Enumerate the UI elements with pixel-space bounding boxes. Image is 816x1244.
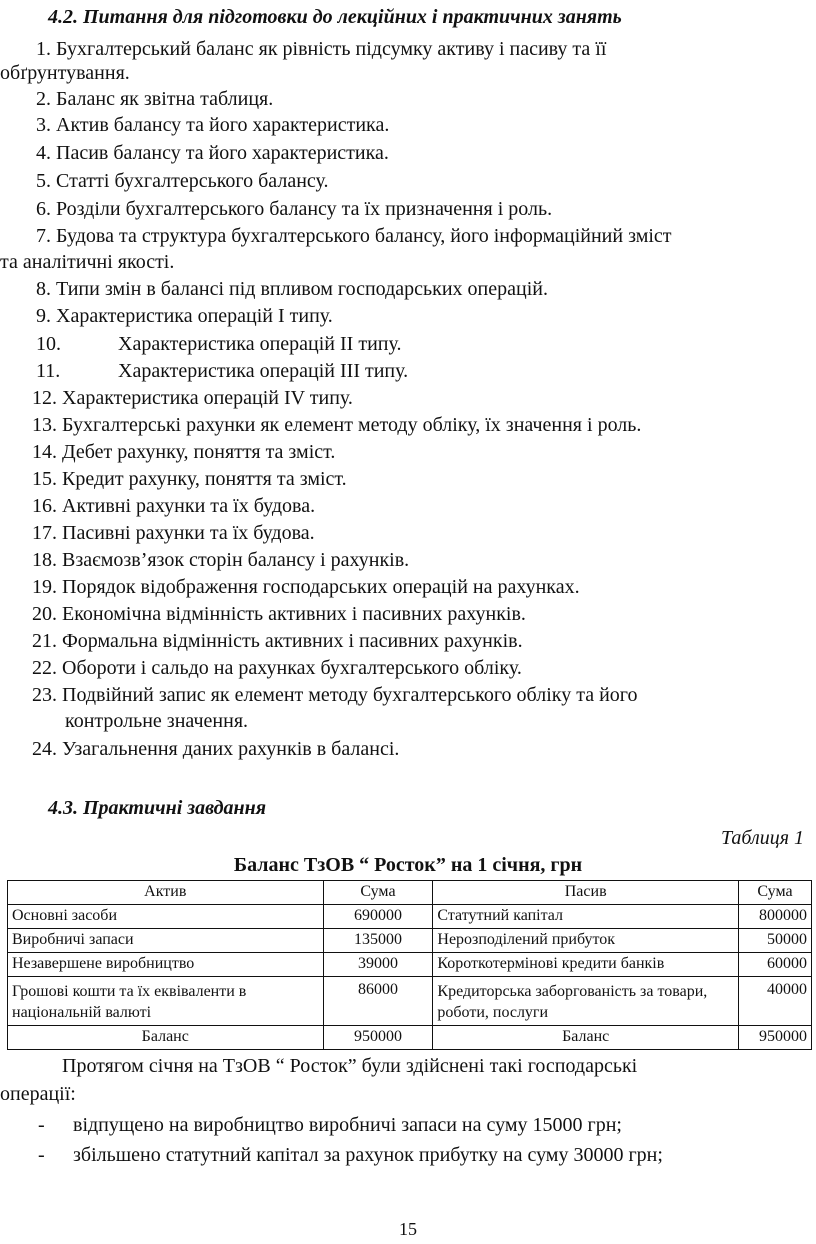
paragraph-line-1: Протягом січня на ТзОВ “ Росток” були здійснені такі господарські bbox=[62, 1055, 638, 1077]
asset-sum-cell: 135000 bbox=[323, 929, 433, 953]
question-24: 24. Узагальнення даних рахунків в балансі. bbox=[32, 738, 400, 760]
page-number: 15 bbox=[399, 1219, 417, 1239]
table-total-row bbox=[8, 1026, 812, 1050]
asset-cell: Грошові кошти та їх еквіваленти в національній валюті bbox=[8, 977, 324, 1026]
question-4: 4. Пасив балансу та його характеристика. bbox=[36, 142, 389, 164]
asset-cell: Виробничі запаси bbox=[8, 929, 324, 953]
table-row bbox=[8, 953, 812, 977]
question-23: 23. Подвійний запис як елемент методу бухгалтерського обліку та його bbox=[32, 684, 638, 706]
balance-table bbox=[7, 880, 812, 1050]
question-9: 9. Характеристика операцій І типу. bbox=[36, 305, 333, 327]
question-14: 14. Дебет рахунку, поняття та зміст. bbox=[32, 441, 336, 463]
liability-sum-cell: 60000 bbox=[739, 953, 812, 977]
question-7: 7. Будова та структура бухгалтерського балансу, його інформаційний зміст bbox=[36, 225, 672, 247]
question-18: 18. Взаємозв’язок сторін балансу і рахунків. bbox=[32, 549, 410, 571]
question-8: 8. Типи змін в балансі під впливом господарських операцій. bbox=[36, 278, 548, 300]
question-1-cont: обґрунтування. bbox=[0, 62, 130, 84]
bullet-2: збільшено статутний капітал за рахунок прибутку на суму 30000 грн; bbox=[73, 1144, 663, 1166]
bullet-dash: - bbox=[38, 1114, 45, 1136]
paragraph-line-2: операції: bbox=[0, 1083, 76, 1105]
question-3: 3. Актив балансу та його характеристика. bbox=[36, 114, 390, 136]
liability-cell: Кредиторська заборгованість за товари, роботи, послуги bbox=[433, 977, 739, 1026]
header-sum-liability: Сума bbox=[739, 881, 812, 905]
question-16: 16. Активні рахунки та їх будова. bbox=[32, 495, 316, 517]
question-17: 17. Пасивні рахунки та їх будова. bbox=[32, 522, 315, 544]
total-label-asset: Баланс bbox=[8, 1026, 324, 1050]
question-11-number: 11. bbox=[36, 360, 61, 382]
table-row bbox=[8, 977, 812, 1026]
question-12: 12. Характеристика операцій ІV типу. bbox=[32, 387, 353, 409]
question-20: 20. Економічна відмінність активних і пасивних рахунків. bbox=[32, 603, 526, 625]
total-sum-liability: 950000 bbox=[739, 1026, 812, 1050]
question-15: 15. Кредит рахунку, поняття та зміст. bbox=[32, 468, 347, 490]
table-row bbox=[8, 905, 812, 929]
question-6: 6. Розділи бухгалтерського балансу та їх призначення і роль. bbox=[36, 198, 553, 220]
section-4-3-title: 4.3. Практичні завдання bbox=[48, 797, 267, 819]
total-sum-asset: 950000 bbox=[323, 1026, 433, 1050]
liability-sum-cell: 40000 bbox=[739, 977, 812, 1026]
asset-cell: Незавершене виробництво bbox=[8, 953, 324, 977]
header-asset: Актив bbox=[8, 881, 324, 905]
asset-cell: Основні засоби bbox=[8, 905, 324, 929]
liability-sum-cell: 50000 bbox=[739, 929, 812, 953]
question-11-text: Характеристика операцій ІІІ типу. bbox=[118, 360, 409, 382]
bullet-1: відпущено на виробництво виробничі запаси на суму 15000 грн; bbox=[73, 1114, 622, 1136]
liability-cell: Нерозподілений прибуток bbox=[433, 929, 739, 953]
liability-sum-cell: 800000 bbox=[739, 905, 812, 929]
question-2: 2. Баланс як звітна таблиця. bbox=[36, 88, 274, 110]
question-22: 22. Обороти і сальдо на рахунках бухгалтерського обліку. bbox=[32, 657, 522, 679]
liability-cell: Короткотермінові кредити банків bbox=[433, 953, 739, 977]
total-label-liability: Баланс bbox=[433, 1026, 739, 1050]
header-sum-asset: Сума bbox=[323, 881, 433, 905]
question-19: 19. Порядок відображення господарських операцій на рахунках. bbox=[32, 576, 580, 598]
section-4-2-title: 4.2. Питання для підготовки до лекційних і практичних занять bbox=[48, 6, 622, 28]
liability-cell: Статутний капітал bbox=[433, 905, 739, 929]
table-row bbox=[8, 929, 812, 953]
asset-sum-cell: 86000 bbox=[323, 977, 433, 1026]
table-label: Таблиця 1 bbox=[721, 827, 804, 849]
asset-sum-cell: 39000 bbox=[323, 953, 433, 977]
asset-sum-cell: 690000 bbox=[323, 905, 433, 929]
table-title: Баланс ТзОВ “ Росток” на 1 січня, грн bbox=[233, 854, 583, 876]
question-10-text: Характеристика операцій ІІ типу. bbox=[118, 333, 402, 355]
question-21: 21. Формальна відмінність активних і пасивних рахунків. bbox=[32, 630, 523, 652]
question-13: 13. Бухгалтерські рахунки як елемент методу обліку, їх значення і роль. bbox=[32, 414, 642, 436]
question-7-cont: та аналітичні якості. bbox=[0, 251, 175, 273]
bullet-dash: - bbox=[38, 1144, 45, 1166]
table-header-row bbox=[8, 881, 812, 905]
question-10-number: 10. bbox=[36, 333, 61, 355]
question-1: 1. Бухгалтерський баланс як рівність підсумку активу і пасиву та її bbox=[36, 38, 607, 60]
question-23-cont: контрольне значення. bbox=[65, 710, 249, 732]
header-liability: Пасив bbox=[433, 881, 739, 905]
question-5: 5. Статті бухгалтерського балансу. bbox=[36, 170, 329, 192]
